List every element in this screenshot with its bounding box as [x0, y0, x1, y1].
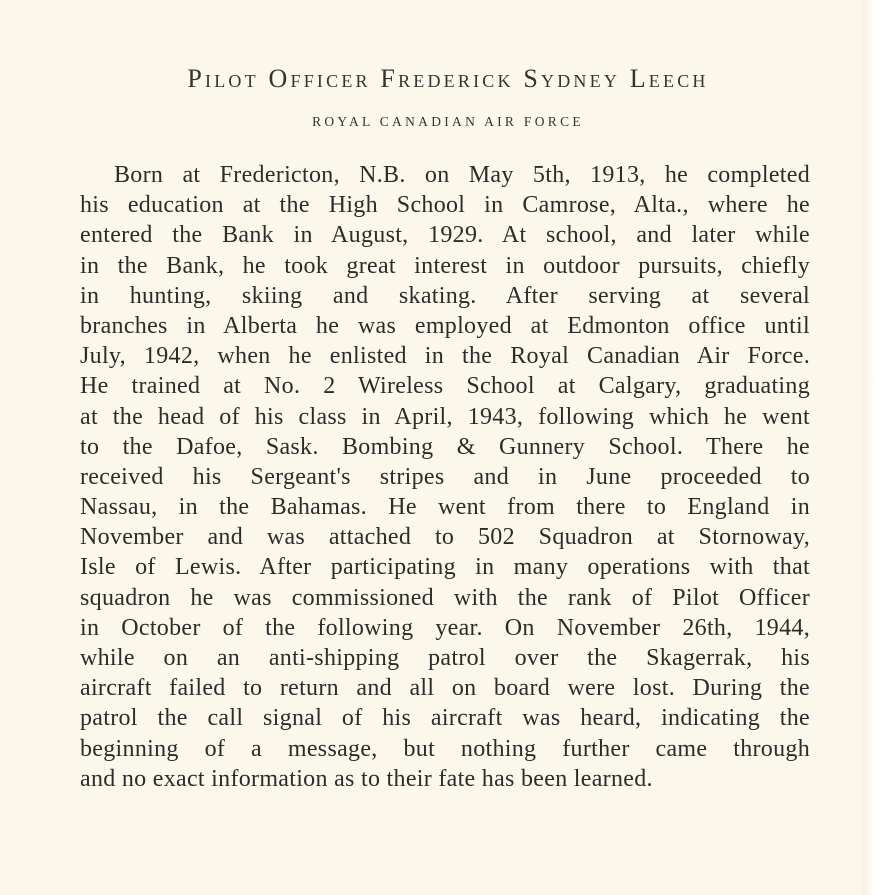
text-line: in hunting, skiing and skating. After serving at several — [80, 282, 810, 309]
text-line: Isle of Lewis. After participating in many operations with that — [80, 554, 810, 581]
text-line: to the Dafoe, Sask. Bombing & Gunnery School. There he — [80, 433, 810, 460]
text-line: received his Sergeant's stripes and in June proceeded to — [80, 463, 810, 490]
text-line: aircraft failed to return and all on board were lost. During the — [80, 675, 810, 702]
text-line: He trained at No. 2 Wireless School at Calgary, graduating — [80, 373, 810, 400]
text-line: Nassau, in the Bahamas. He went from there to England in — [80, 494, 810, 521]
text-line: and no exact information as to their fate has been learned. — [80, 765, 653, 792]
text-line: while on an anti-shipping patrol over the Skagerrak, his — [80, 645, 810, 671]
page-subtitle: ROYAL CANADIAN AIR FORCE — [312, 114, 584, 129]
text-line: patrol the call signal of his aircraft was heard, indicating the — [80, 705, 810, 732]
text-line: Born at Fredericton, N.B. on May 5th, 1913, he completed — [114, 162, 810, 188]
text-line: entered the Bank in August, 1929. At school, and later while — [80, 222, 810, 249]
text-line: in the Bank, he took great interest in outdoor pursuits, chiefly — [80, 252, 810, 279]
page-title: Pilot Officer Frederick Sydney Leech — [187, 64, 709, 93]
text-line: squadron he was commissioned with the rank of Pilot Officer — [80, 584, 810, 611]
text-line: branches in Alberta he was employed at Edmonton office until — [80, 312, 810, 339]
text-line: in October of the following year. On November 26th, 1944, — [80, 614, 810, 641]
biography-paragraph — [80, 160, 810, 794]
text-line: his education at the High School in Camrose, Alta., where he — [80, 192, 810, 219]
page-edge — [862, 0, 876, 895]
text-line: at the head of his class in April, 1943, following which he went — [80, 403, 810, 430]
text-line: July, 1942, when he enlisted in the Royal Canadian Air Force. — [80, 343, 810, 370]
text-line: November and was attached to 502 Squadron at Stornoway, — [80, 524, 810, 551]
text-line: beginning of a message, but nothing further came through — [80, 735, 810, 762]
